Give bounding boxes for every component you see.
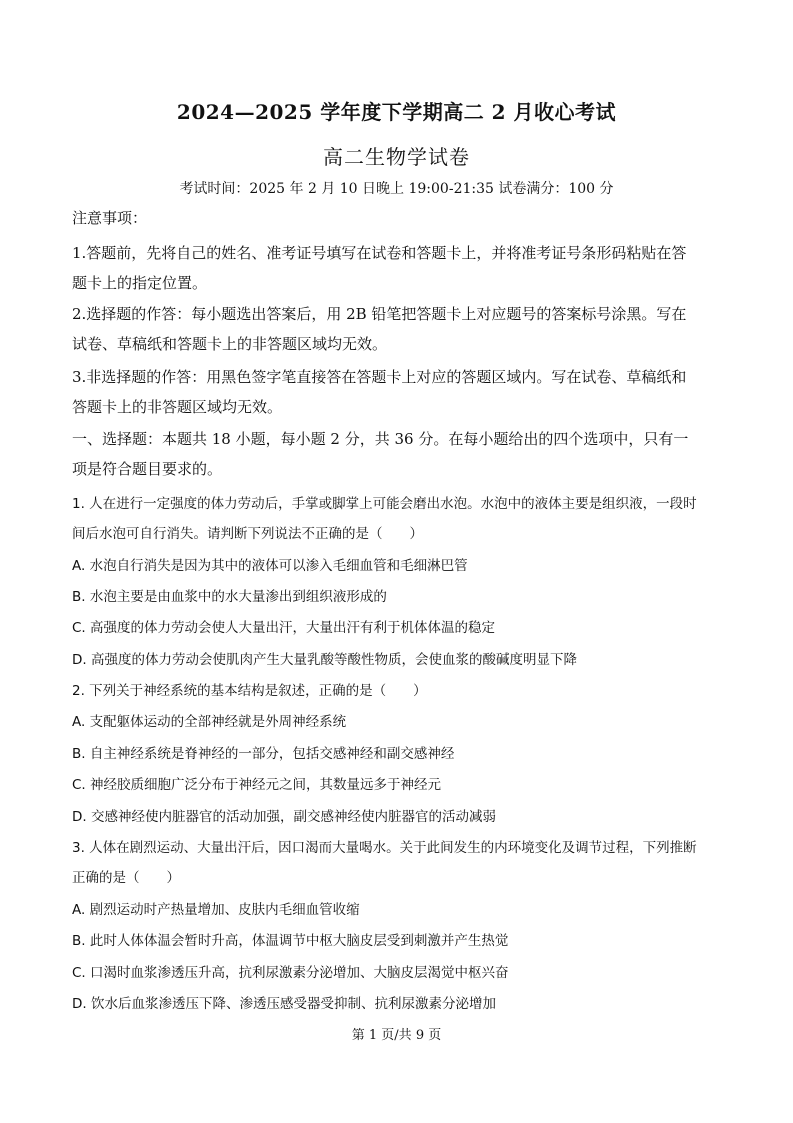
note-3-line-2: 答题卡上的非答题区域均无效。 — [72, 398, 283, 416]
question-2-stem-line-1: 2. 下列关于神经系统的基本结构是叙述，正确的是（ ） — [72, 683, 427, 699]
question-1-stem-line-1: 1. 人在进行一定强度的体力劳动后，手掌或脚掌上可能会磨出水泡。水泡中的液体主要是组织液，一段时 — [72, 496, 697, 512]
question-1-option-c: C. 高强度的体力劳动会使人大量出汗，大量出汗有利于机体体温的稳定 — [72, 620, 496, 636]
question-2-option-b: B. 自主神经系统是脊神经的一部分，包括交感神经和副交感神经 — [72, 746, 455, 762]
note-2-line-1: 2.选择题的作答：每小题选出答案后，用 2B 铅笔把答题卡上对应题号的答案标号涂黑。写在 — [72, 305, 687, 323]
notes-heading: 注意事项： — [72, 209, 148, 227]
question-1-stem-line-2: 间后水泡可自行消失。请判断下列说法不正确的是（ ） — [72, 526, 423, 542]
section-1-line-2: 项是符合题目要求的。 — [72, 460, 223, 478]
section-1-line-1: 一、选择题：本题共 18 小题，每小题 2 分，共 36 分。在每小题给出的四个选项中，只有一 — [72, 430, 689, 448]
note-3-line-1: 3.非选择题的作答：用黑色签字笔直接答在答题卡上对应的答题区域内。写在试卷、草稿纸和 — [72, 368, 687, 386]
exam-info: 考试时间：2025 年 2 月 10 日晚上 19:00-21:35 试卷满分：100 分 — [179, 181, 614, 197]
exam-subtitle: 高二生物学试卷 — [323, 145, 470, 169]
question-3-option-c: C. 口渴时血浆渗透压升高，抗利尿激素分泌增加、大脑皮层渴觉中枢兴奋 — [72, 965, 509, 981]
question-2-option-c: C. 神经胶质细胞广泛分布于神经元之间，其数量远多于神经元 — [72, 777, 442, 793]
note-1-line-2: 题卡上的指定位置。 — [72, 274, 208, 292]
question-3-stem-line-2: 正确的是（ ） — [72, 870, 180, 886]
question-1-option-d: D. 高强度的体力劳动会使肌肉产生大量乳酸等酸性物质，会使血浆的酸碱度明显下降 — [72, 652, 577, 668]
question-2-option-a: A. 支配躯体运动的全部神经就是外周神经系统 — [72, 714, 347, 730]
note-1-line-1: 1.答题前，先将自己的姓名、准考证号填写在试卷和答题卡上，并将准考证号条形码粘贴在答 — [72, 244, 687, 262]
question-3-option-b: B. 此时人体体温会暂时升高，体温调节中枢大脑皮层受到刺激并产生热觉 — [72, 933, 509, 949]
note-2-line-2: 试卷、草稿纸和答题卡上的非答题区域均无效。 — [72, 335, 388, 353]
exam-title: 2024—2025 学年度下学期高二 2 月收心考试 — [176, 100, 617, 124]
question-2-option-d: D. 交感神经使内脏器官的活动加强，副交感神经使内脏器官的活动减弱 — [72, 809, 496, 825]
page-number: 第 1 页/共 9 页 — [351, 1028, 442, 1043]
question-3-option-d: D. 饮水后血浆渗透压下降、渗透压感受器受抑制、抗利尿激素分泌增加 — [72, 996, 496, 1012]
question-3-option-a: A. 剧烈运动时产热量增加、皮肤内毛细血管收缩 — [72, 902, 360, 918]
question-1-option-b: B. 水泡主要是由血浆中的水大量渗出到组织液形成的 — [72, 589, 387, 605]
question-3-stem-line-1: 3. 人体在剧烈运动、大量出汗后，因口渴而大量喝水。关于此间发生的内环境变化及调节过程，下列推断 — [72, 840, 697, 856]
question-1-option-a: A. 水泡自行消失是因为其中的液体可以渗入毛细血管和毛细淋巴管 — [72, 558, 468, 574]
